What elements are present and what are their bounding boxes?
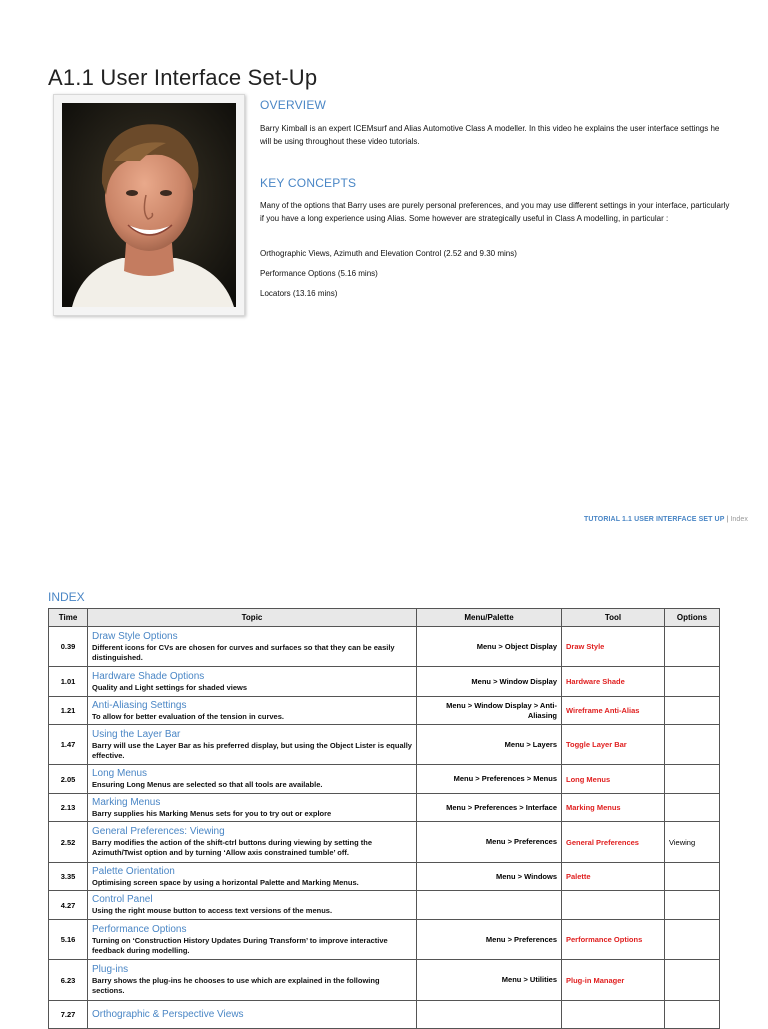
row-tool: Wireframe Anti-Alias — [562, 697, 665, 725]
row-options — [665, 1001, 720, 1029]
row-time: 2.52 — [49, 822, 88, 863]
index-heading: INDEX — [48, 590, 85, 604]
footer-index-link[interactable]: Index — [730, 516, 748, 523]
row-options — [665, 863, 720, 891]
row-options — [665, 725, 720, 765]
topic-description: Optimising screen space by using a horizontal Palette and Marking Menus. — [92, 877, 359, 887]
row-time: 4.27 — [49, 891, 88, 920]
table-row — [49, 667, 720, 697]
key-concept-item: Performance Options (5.16 mins) — [260, 269, 378, 278]
row-menu-path: Menu > Preferences > Menus — [417, 765, 562, 794]
table-row — [49, 627, 720, 667]
overview-text: Barry Kimball is an expert ICEMsurf and Alias Automotive Class A modeller. In this video he explains the user interface settings he will be using throughout these video tutorials. — [260, 124, 720, 146]
key-concepts-heading: KEY CONCEPTS — [260, 176, 357, 190]
topic-title[interactable]: Long Menus — [92, 768, 148, 779]
row-menu-path: Menu > Window Display > Anti-Aliasing — [417, 697, 562, 725]
row-tool: Performance Options — [562, 920, 665, 960]
topic-title[interactable]: General Preferences: Viewing — [92, 826, 225, 837]
row-time: 1.01 — [49, 667, 88, 697]
table-row — [49, 863, 720, 891]
row-topic — [88, 667, 417, 697]
key-concepts-intro: Many of the options that Barry uses are purely personal preferences, and you may use different settings in your interface, particularly if you have a long experience using Alias. Some however are strategically useful in Class A modelling, in particular : — [260, 201, 730, 223]
row-time: 1.21 — [49, 697, 88, 725]
row-time: 7.27 — [49, 1001, 88, 1029]
column-header-menu-palette: Menu/Palette — [417, 609, 562, 627]
row-topic — [88, 697, 417, 725]
row-time: 1.47 — [49, 725, 88, 765]
topic-title[interactable]: Hardware Shade Options — [92, 670, 205, 682]
footer-separator: | — [726, 516, 729, 523]
row-menu-path: Menu > Object Display — [417, 627, 562, 667]
table-row — [49, 1001, 720, 1029]
column-header-options: Options — [665, 609, 720, 627]
topic-description: Barry supplies his Marking Menus sets for you to try out or explore — [92, 808, 332, 818]
table-row — [49, 794, 720, 822]
row-topic — [88, 863, 417, 891]
topic-title[interactable]: Plug-ins — [92, 964, 129, 975]
row-time: 0.39 — [49, 627, 88, 667]
topic-title[interactable]: Marking Menus — [92, 796, 161, 808]
topic-title[interactable]: Orthographic & Perspective Views — [92, 1008, 244, 1020]
table-header-row — [49, 609, 720, 627]
topic-description: Barry modifies the action of the shift-ctrl buttons during viewing by setting the Azimuth/Twist option and by turning ‘Allow axis constrained tumble’ off. — [92, 838, 373, 857]
topic-title[interactable]: Using the Layer Bar — [92, 728, 181, 740]
row-options — [665, 667, 720, 697]
row-topic — [88, 822, 417, 863]
row-options — [665, 794, 720, 822]
row-menu-path: Menu > Preferences > Interface — [417, 794, 562, 822]
presenter-photo — [62, 103, 236, 307]
row-topic — [88, 1001, 417, 1029]
key-concept-item: Orthographic Views, Azimuth and Elevation Control (2.52 and 9.30 mins) — [260, 249, 517, 258]
topic-title[interactable]: Palette Orientation — [92, 865, 175, 877]
row-topic — [88, 627, 417, 667]
row-menu-path — [417, 891, 562, 920]
table-row — [49, 891, 720, 920]
row-options — [665, 920, 720, 960]
row-time: 2.13 — [49, 794, 88, 822]
row-tool: Plug-in Manager — [562, 960, 665, 1001]
row-topic — [88, 794, 417, 822]
row-menu-path: Menu > Window Display — [417, 667, 562, 697]
row-time: 3.35 — [49, 863, 88, 891]
row-menu-path: Menu > Utilities — [417, 960, 562, 1001]
row-options: Viewing — [665, 822, 720, 863]
row-tool: Long Menus — [562, 765, 665, 794]
topic-title[interactable]: Performance Options — [92, 923, 187, 935]
row-time: 5.16 — [49, 920, 88, 960]
topic-description: Barry shows the plug-ins he chooses to use which are explained in the following sections. — [92, 976, 380, 995]
topic-description: Barry will use the Layer Bar as his preferred display, but using the Object Lister is equally effective. — [92, 740, 412, 760]
topic-description: Turning on ‘Construction History Updates During Transform’ to improve interactive feedback during modelling. — [92, 935, 388, 955]
row-time: 6.23 — [49, 960, 88, 1001]
page-title: A1.1 User Interface Set-Up — [48, 64, 318, 90]
row-menu-path: Menu > Preferences — [417, 822, 562, 863]
table-row — [49, 725, 720, 765]
table-row — [49, 960, 720, 1001]
row-options — [665, 697, 720, 725]
topic-title[interactable]: Anti-Aliasing Settings — [92, 699, 187, 711]
column-header-tool: Tool — [562, 609, 665, 627]
footer-tutorial-label: TUTORIAL 1.1 USER INTERFACE SET UP — [584, 516, 725, 523]
key-concept-item: Locators (13.16 mins) — [260, 289, 338, 298]
presenter-portrait-image — [62, 103, 236, 307]
row-topic — [88, 920, 417, 960]
row-options — [665, 960, 720, 1001]
table-row — [49, 920, 720, 960]
row-menu-path: Menu > Windows — [417, 863, 562, 891]
row-menu-path: Menu > Preferences — [417, 920, 562, 960]
row-topic — [88, 725, 417, 765]
row-menu-path — [417, 1001, 562, 1029]
topic-title[interactable]: Control Panel — [92, 894, 153, 905]
row-tool: Marking Menus — [562, 794, 665, 822]
topic-description: Quality and Light settings for shaded views — [92, 682, 248, 692]
row-options — [665, 765, 720, 794]
row-tool: General Preferences — [562, 822, 665, 863]
row-time: 2.05 — [49, 765, 88, 794]
presenter-photo-frame — [53, 94, 245, 316]
row-tool — [562, 891, 665, 920]
row-tool: Hardware Shade — [562, 667, 665, 697]
topic-title[interactable]: Draw Style Options — [92, 630, 178, 642]
table-row — [49, 765, 720, 794]
column-header-topic: Topic — [88, 609, 417, 627]
row-tool: Palette — [562, 863, 665, 891]
row-topic — [88, 960, 417, 1001]
page-footer — [0, 516, 748, 523]
topic-description: To allow for better evaluation of the tension in curves. — [92, 711, 284, 721]
row-tool — [562, 1001, 665, 1029]
row-options — [665, 891, 720, 920]
row-tool: Toggle Layer Bar — [562, 725, 665, 765]
row-menu-path: Menu > Layers — [417, 725, 562, 765]
topic-description: Different icons for CVs are chosen for curves and surfaces so that they can be easily distinguished. — [92, 642, 395, 662]
row-topic — [88, 765, 417, 794]
overview-heading: OVERVIEW — [260, 98, 327, 112]
row-options — [665, 627, 720, 667]
topic-description: Using the right mouse button to access text versions of the menus. — [92, 906, 333, 915]
table-row — [49, 697, 720, 725]
table-row — [49, 822, 720, 863]
index-table — [48, 608, 720, 1029]
topic-description: Ensuring Long Menus are selected so that all tools are available. — [92, 780, 323, 789]
column-header-time: Time — [49, 609, 88, 627]
row-topic — [88, 891, 417, 920]
row-tool: Draw Style — [562, 627, 665, 667]
